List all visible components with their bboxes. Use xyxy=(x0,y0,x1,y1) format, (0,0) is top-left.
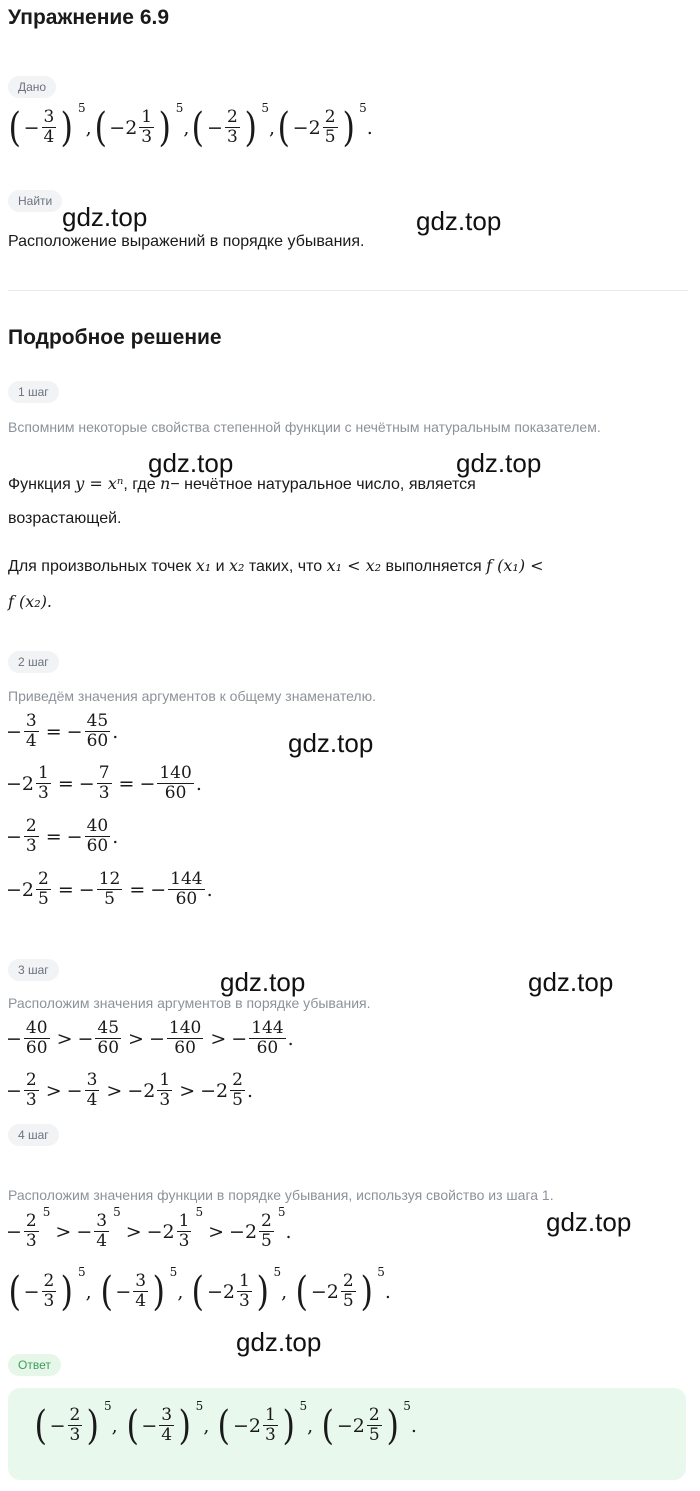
step-4-label: 4 шаг xyxy=(8,1124,59,1146)
step-3-ineq-1: − $\frac{40}{60}$ > − $\frac{45}{60}$ > − $\frac{140}{60}$ > − $\frac{144}{60}$ . xyxy=(6,1018,294,1058)
step-4-result: ( − $\frac{2}{3}$ ) $^5$ , ( − $\frac{3}{4}$ ) $^5$ , ( −2 $\frac{1}{3}$ ) $^5$ , ( −2 $\frac{2}{5}$ ) $^5$ . xyxy=(8,1265,391,1315)
find-text: Расположение выражений в порядке убывания. xyxy=(8,233,365,250)
watermark: gdz.top xyxy=(288,728,374,758)
given-expression: ( − $\frac{3}{4}$ ) $^5$ , ( − 2 $\frac{1}{3}$ ) $^5$ , ( − $\frac{2}{3}$ ) $^5$ , ( − 2 $\frac{2}{5}$ ) $^5$ . xyxy=(8,101,373,151)
divider xyxy=(8,290,688,291)
find-label: Найти xyxy=(8,190,62,212)
watermark: gdz.top xyxy=(416,206,502,236)
step-2-label: 2 шаг xyxy=(8,651,59,673)
step-4-ineq: − $\frac{2}{3}$ $^5$ > − $\frac{3}{4}$ $^5$ > −2 $\frac{1}{3}$ $^5$ > −2 $\frac{2}{5}$ $^5$ . xyxy=(6,1204,292,1251)
step-3-note: Расположим значения аргументов в порядке убывания. xyxy=(8,995,371,1011)
page-title: Упражнение 6.9 xyxy=(8,6,170,29)
step-1-text-4: f (x₂). xyxy=(8,592,53,611)
step-1-text-1: Функция y = xⁿ, где n− нечётное натуральное число, является xyxy=(8,474,476,493)
watermark: gdz.top xyxy=(546,1207,632,1237)
step-2-note: Приведём значения аргументов к общему знаменателю. xyxy=(8,688,376,704)
watermark: gdz.top xyxy=(220,967,306,997)
step-2-eq-2: −2 $\frac{1}{3}$ = − $\frac{7}{3}$ = − $\frac{140}{60}$ . xyxy=(6,763,202,803)
answer-expression: ( − $\frac{2}{3}$ ) $^5$ , ( − $\frac{3}{4}$ ) $^5$ , ( −2 $\frac{1}{3}$ ) $^5$ , ( −2 $\frac{2}{5}$ ) $^5$ . xyxy=(34,1399,417,1449)
step-1-text-2: возрастающей. xyxy=(8,510,122,527)
step-1-label: 1 шаг xyxy=(8,381,59,403)
watermark: gdz.top xyxy=(456,448,542,478)
watermark: gdz.top xyxy=(236,1327,322,1357)
step-1-note: Вспомним некоторые свойства степенной функции с нечётным натуральным показателем. xyxy=(8,419,601,435)
watermark: gdz.top xyxy=(148,448,234,478)
step-3-ineq-2: − $\frac{2}{3}$ > − $\frac{3}{4}$ > −2 $\frac{1}{3}$ > −2 $\frac{2}{5}$ . xyxy=(6,1070,253,1110)
step-2-eq-1: − $\frac{3}{4}$ = − $\frac{45}{60}$ . xyxy=(6,711,119,751)
watermark: gdz.top xyxy=(62,202,148,232)
answer-label: Ответ xyxy=(8,1354,61,1376)
step-1-text-3: Для произвольных точек x₁ и x₂ таких, что x₁ < x₂ выполняется f (x₁) < xyxy=(8,556,544,575)
step-3-label: 3 шаг xyxy=(8,959,59,981)
solution-heading: Подробное решение xyxy=(8,326,222,349)
watermark: gdz.top xyxy=(528,967,614,997)
given-label: Дано xyxy=(8,76,56,98)
step-2-eq-3: − $\frac{2}{3}$ = − $\frac{40}{60}$ . xyxy=(6,816,119,856)
step-2-eq-4: −2 $\frac{2}{5}$ = − $\frac{12}{5}$ = − $\frac{144}{60}$ . xyxy=(6,869,213,909)
step-4-note: Расположим значения функции в порядке убывания, используя свойство из шага 1. xyxy=(8,1187,554,1203)
